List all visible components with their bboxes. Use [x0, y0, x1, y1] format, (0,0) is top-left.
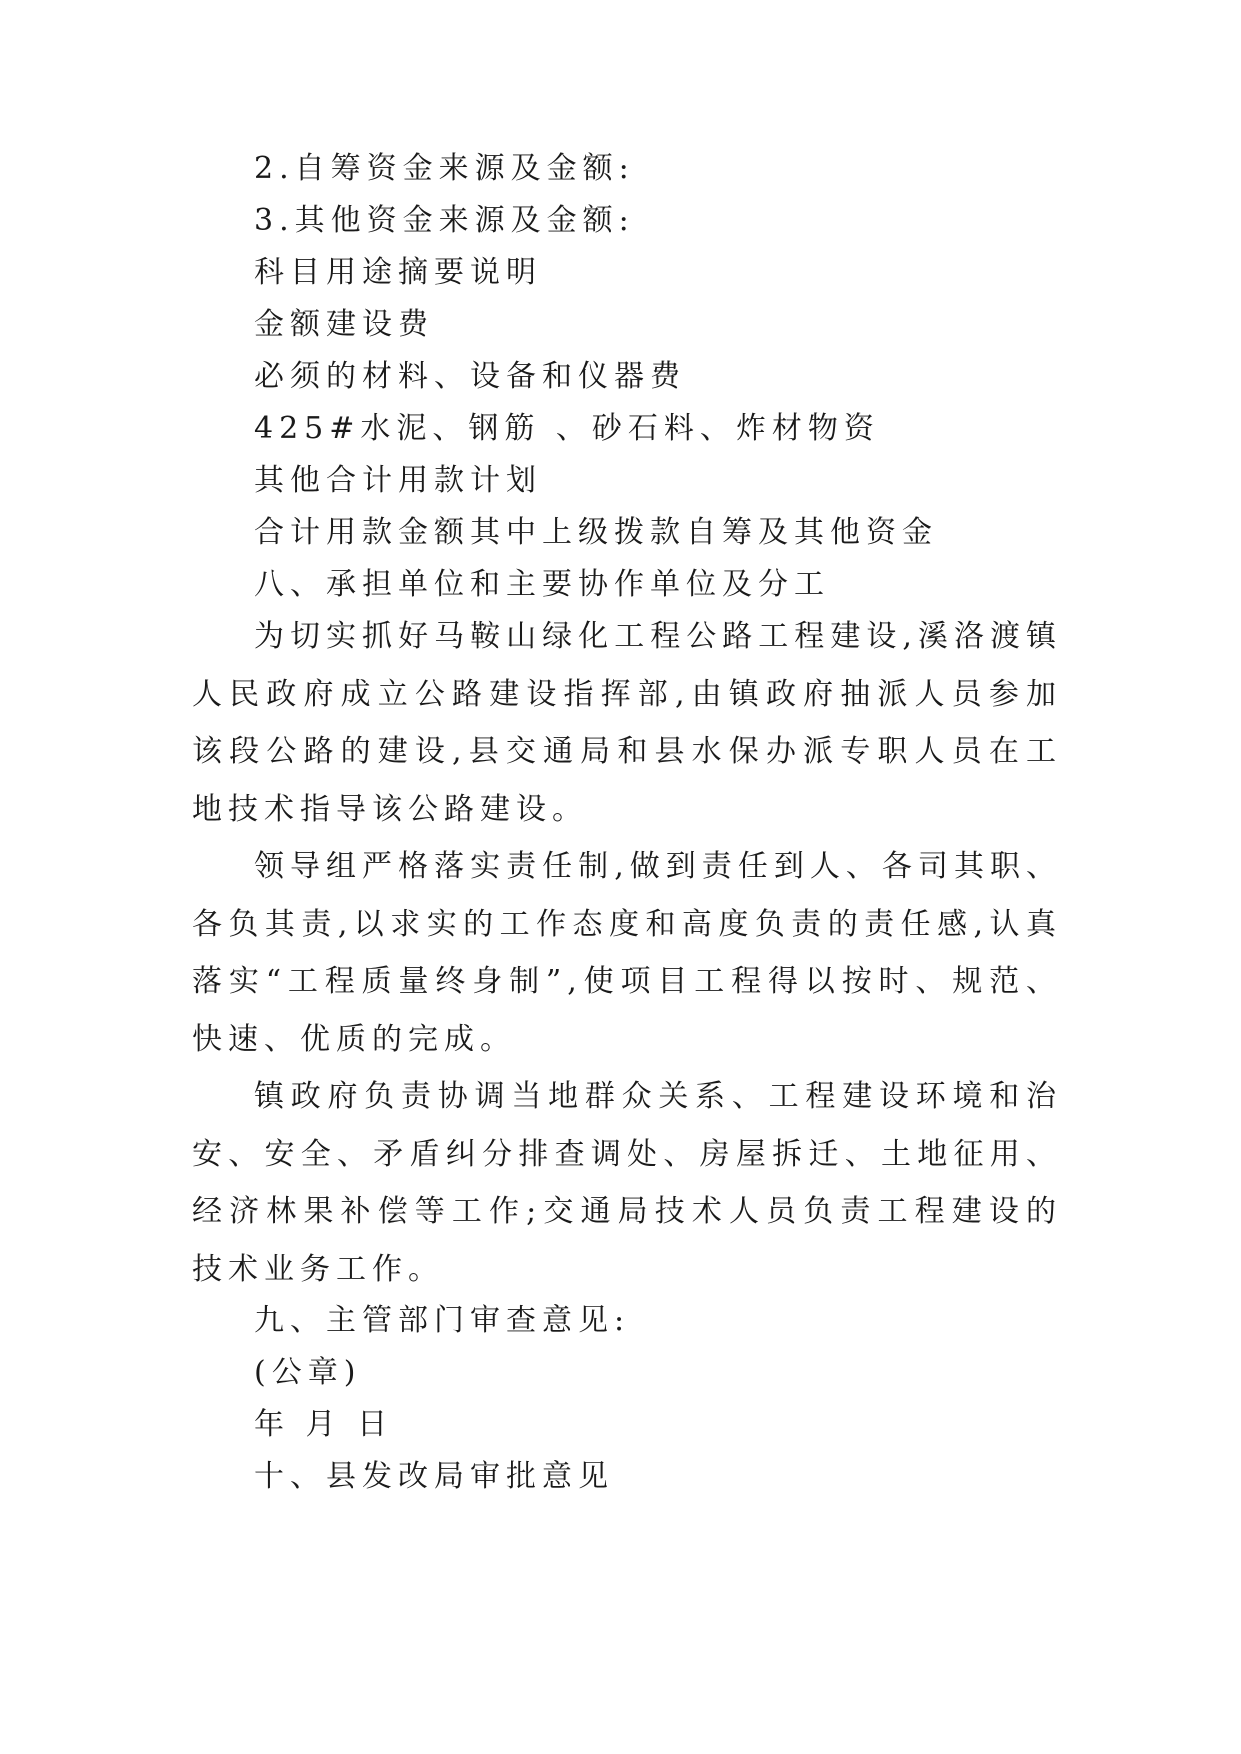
- materials-list-line: 425#水泥、钢筋 、砂石料、炸材物资: [254, 411, 880, 446]
- date-line: 年 月 日: [254, 1407, 394, 1442]
- other-total-plan-line: 其他合计用款计划: [254, 463, 542, 498]
- official-seal-label: (公章): [254, 1355, 362, 1390]
- section-10-heading: 十、县发改局审批意见: [254, 1459, 614, 1494]
- materials-equipment-line: 必须的材料、设备和仪器费: [254, 359, 686, 394]
- construction-paragraph: 为切实抓好马鞍山绿化工程公路工程建设,溪洛渡镇人民政府成立公路建设指挥部,由镇政府抽派人员参加该段公路的建设,县交通局和县水保办派专职人员在工地技术指导该公路建设。: [192, 619, 1062, 827]
- responsibility-paragraph: 领导组严格落实责任制,做到责任到人、各司其职、各负其责,以求实的工作态度和高度负责的责任感,认真落实“工程质量终身制”,使项目工程得以按时、规范、快速、优质的完成。: [192, 849, 1062, 1057]
- coordination-paragraph: 镇政府负责协调当地群众关系、工程建设环境和治安、安全、矛盾纠分排查调处、房屋拆迁、土地征用、经济林果补偿等工作;交通局技术人员负责工程建设的技术业务工作。: [192, 1079, 1062, 1287]
- total-amount-line: 合计用款金额其中上级拨款自筹及其他资金: [254, 515, 938, 550]
- section-9-heading: 九、主管部门审查意见:: [254, 1303, 631, 1338]
- other-funding-line: 3.其他资金来源及金额:: [254, 203, 635, 238]
- section-8-heading: 八、承担单位和主要协作单位及分工: [254, 567, 830, 602]
- amount-construction-line: 金额建设费: [254, 307, 434, 342]
- subject-usage-line: 科目用途摘要说明: [254, 255, 542, 290]
- self-funding-line: 2.自筹资金来源及金额:: [254, 151, 635, 186]
